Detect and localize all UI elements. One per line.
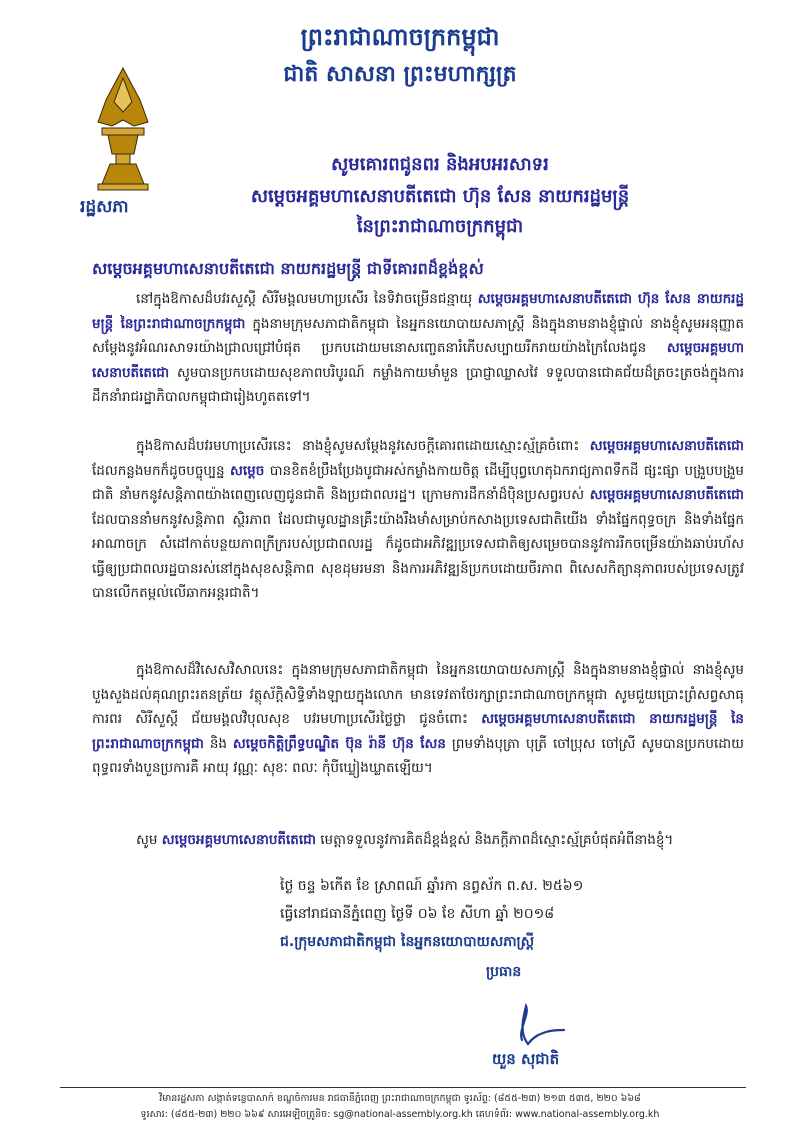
highlighted-name: សម្តេចអគ្គមហាសេនាបតីតេជោ	[589, 487, 744, 503]
emblem-label: រដ្ឋសភា	[80, 197, 129, 217]
signer-role: ប្រធាន	[486, 964, 522, 980]
paragraph-text: នៅក្នុងឱកាសដ៏បវរសួស្តី សិរីមង្គលមហាប្រសើរ នៃទិវាចម្រើនជន្មាយុ	[136, 291, 478, 307]
solar-date: ធ្វើនៅរាជធានីភ្នំពេញ ថ្ងៃទី ០៦ ខែ សីហា ឆ្នាំ ២០១៨	[280, 906, 555, 922]
salutation: សម្តេចអគ្គមហាសេនាបតីតេជោ នាយករដ្ឋមន្ត្រី ជាទីគោរពដ៏ខ្ពង់ខ្ពស់	[92, 259, 484, 278]
paragraph-text: សូម	[136, 832, 162, 848]
national-motto: ជាតិ សាសនា ព្រះមហាក្សត្រ	[283, 62, 517, 87]
paragraph-text: ដែលកន្លងមកក៏ដូចបច្ចុប្បន្ន	[92, 462, 231, 479]
footer-address: វិមានរដ្ឋសភា សង្កាត់ទន្លេបាសាក់ ខណ្ឌចំការមន រាជធានីភ្នំពេញ ព្រះរាជាណាចក្រកម្ពុជា ទូរស័ព្ទ: (៨៥៥-២៣) ២១៣ ៥៣៥, ២២០ ៦៦៨	[159, 1093, 641, 1104]
lunar-date: ថ្ងៃ ចន្ទ ៦កើត ខែ ស្រាពណ៍ ឆ្នាំរកា នព្វស័ក ព.ស. ២៥៦១	[280, 878, 584, 894]
highlighted-name: សម្តេចអគ្គមហាសេនាបតីតេជោ ហ៊ុន សែន នាយករដ្ឋមន្ត្រី នៃព្រះរាជាណាចក្រកម្ពុជា	[92, 291, 744, 332]
paragraph-1	[92, 287, 744, 410]
highlighted-name: សម្តេចអគ្គមហាសេនាបតីតេជោ	[92, 340, 744, 381]
paragraph-text: ក្នុងនាមក្រុមសភាជាតិកម្ពុជា នៃអ្នកនយោបាយសភាស្ត្រី និងក្នុងនាមនាងខ្ញុំផ្ទាល់ នាងខ្ញុំសូមអនុញ្ញាតសម្តែងនូវអំណរសាទរយ៉ាងជ្រាលជ្រៅបំផុត ប្រកបដោយមនោសញ្ចេតនារំភើបសប្បាយរីករាយយ៉ាងក្រៃលែងជូន	[92, 315, 745, 356]
highlighted-name: សម្តេច	[230, 462, 265, 479]
paragraph-text: ព្រមទាំងបុត្រា បុត្រី ចៅប្រុស ចៅស្រី សូមបានប្រកបដោយពុទ្ធពរទាំងបួនប្រការគឺ អាយុ វណ្ណៈ សុខៈ ពលៈ កុំបីឃ្លៀងឃ្លាតឡើយ។	[92, 735, 744, 776]
highlighted-name: សម្តេចកិត្តិព្រឹទ្ធបណ្ឌិត ប៊ុន រ៉ានី ហ៊ុន សែន	[232, 735, 446, 752]
highlighted-name: សម្តេចអគ្គមហាសេនាបតីតេជោ នាយករដ្ឋមន្ត្រី នៃព្រះរាជាណាចក្រកម្ពុជា	[92, 711, 744, 752]
footer-contact: ទូរសារ: (៨៥៥-២៣) ២២០ ៦៦៩ សារអេឡិចត្រូនិច: sg@national-assembly.org.kh គេហទំព័រ: www.national-assembly.org.kh	[140, 1109, 660, 1120]
signer-name: យួន សុជាតិ	[492, 1050, 560, 1068]
title-line-2: សម្តេចអគ្គមហាសេនាបតីតេជោ ហ៊ុន សែន នាយករដ្ឋមន្ត្រី	[250, 186, 630, 207]
highlighted-name: សម្តេចអគ្គមហាសេនាបតីតេជោ	[589, 438, 744, 454]
title-line-3: នៃព្រះរាជាណាចក្រកម្ពុជា	[356, 216, 524, 237]
paragraph-2	[92, 434, 744, 606]
organization-name: ជ.ក្រុមសភាជាតិកម្ពុជា នៃអ្នកនយោបាយសភាស្ត្រី	[280, 934, 535, 950]
paragraph-text: ក្នុងឱកាសដ៏វិសេសវិសាលនេះ ក្នុងនាមក្រុមសភាជាតិកម្ពុជា នៃអ្នកនយោបាយសភាស្ត្រី និងក្នុងនាមនាងខ្ញុំផ្ទាល់ នាងខ្ញុំសូមបួងសួងដល់គុណព្រះរតនត្រ័យ វត្ថុស័ក្តិសិទ្ធិទាំងឡាយក្នុងលោក មានទេវតាថែរក្សាព្រះរាជាណាចក្រកម្ពុជា សូមជួយប្រោះព្រំសព្វសាធុការពរ សិរីសួស្តី ជ័យមង្គលវិបុលសុខ បវរមហាប្រសើរថ្លៃថ្លា ជូនចំពោះ	[92, 662, 744, 727]
title-line-1: សូមគោរពជូនពរ និងអបអរសាទរ	[331, 154, 549, 175]
paragraph-text: សូមបានប្រកបដោយសុខភាពបរិបូរណ៍ កម្លាំងកាយមាំមួន ប្រាជ្ញាឈ្លាសវៃ ទទួលបានជោគជ័យដ៏ត្រចះត្រចង់ក្នុងការដឹកនាំរាជរដ្ឋាភិបាលកម្ពុជាជារៀងហូតតទៅ។	[92, 364, 744, 405]
kingdom-heading: ព្រះរាជាណាចក្រកម្ពុជា	[300, 23, 500, 51]
paragraph-text: បានខិតខំប្រឹងប្រែងបូជាអស់កម្លាំងកាយចិត្ត ដើម្បីបុព្វហេតុឯករាជ្យភាពទឹកដី ផ្សះផ្សា បង្រួបបង្រួមជាតិ នាំមកនូវសន្តិភាពយ៉ាងពេញលេញជូនជាតិ និងប្រជាពលរដ្ឋ។ ក្រោមការដឹកនាំដ៏ប៉ិនប្រសព្វរបស់	[92, 462, 744, 503]
paragraph-4	[92, 828, 744, 853]
paragraph-3	[92, 658, 744, 781]
national-assembly-emblem-icon	[88, 64, 158, 192]
footer-divider	[60, 1087, 746, 1088]
paragraph-text: មេត្តាទទួលនូវការគិតដ៏ខ្ពង់ខ្ពស់ និងភក្តីភាពដ៏ស្មោះស្ម័គ្របំផុតអំពីនាងខ្ញុំ។	[315, 832, 674, 848]
paragraph-text: និង	[203, 735, 233, 752]
highlighted-name: សម្តេចអគ្គមហាសេនាបតីតេជោ	[161, 832, 316, 848]
paragraph-text: ដែលបាននាំមកនូវសន្តិភាព ស្ថិរភាព ដែលជាមូលដ្ឋានគ្រឹះយ៉ាងរឹងមាំសម្រាប់កសាងប្រទេសជាតិយើង ទាំងផ្នែកពុទ្ធចក្រ និងទាំងផ្នែកអាណាចក្រ សំដៅកាត់បន្ថយភាពក្រីក្ររបស់ប្រជាពលរដ្ឋ ក៏ដូចជាអភិវឌ្ឍប្រទេសជាតិឲ្យសម្រេចបាននូវការរីកចម្រើនយ៉ាងឆាប់រហ័ស ធ្វើឲ្យប្រជាពលរដ្ឋបានរស់នៅក្នុងសុខសន្តិភាព សុខដុមរមនា និងការអភិវឌ្ឍន៍ប្រកបដោយចីរភាព ពិសេសកិត្យានុភាពរបស់ប្រទេសត្រូវបានលើកតម្កល់លើឆាកអន្តរជាតិ។	[92, 511, 744, 601]
paragraph-text: ក្នុងឱកាសដ៏បវរមហាប្រសើរនេះ នាងខ្ញុំសូមសម្តែងនូវសេចក្តីគោរពដោយស្មោះស្ម័គ្រចំពោះ	[136, 438, 590, 454]
